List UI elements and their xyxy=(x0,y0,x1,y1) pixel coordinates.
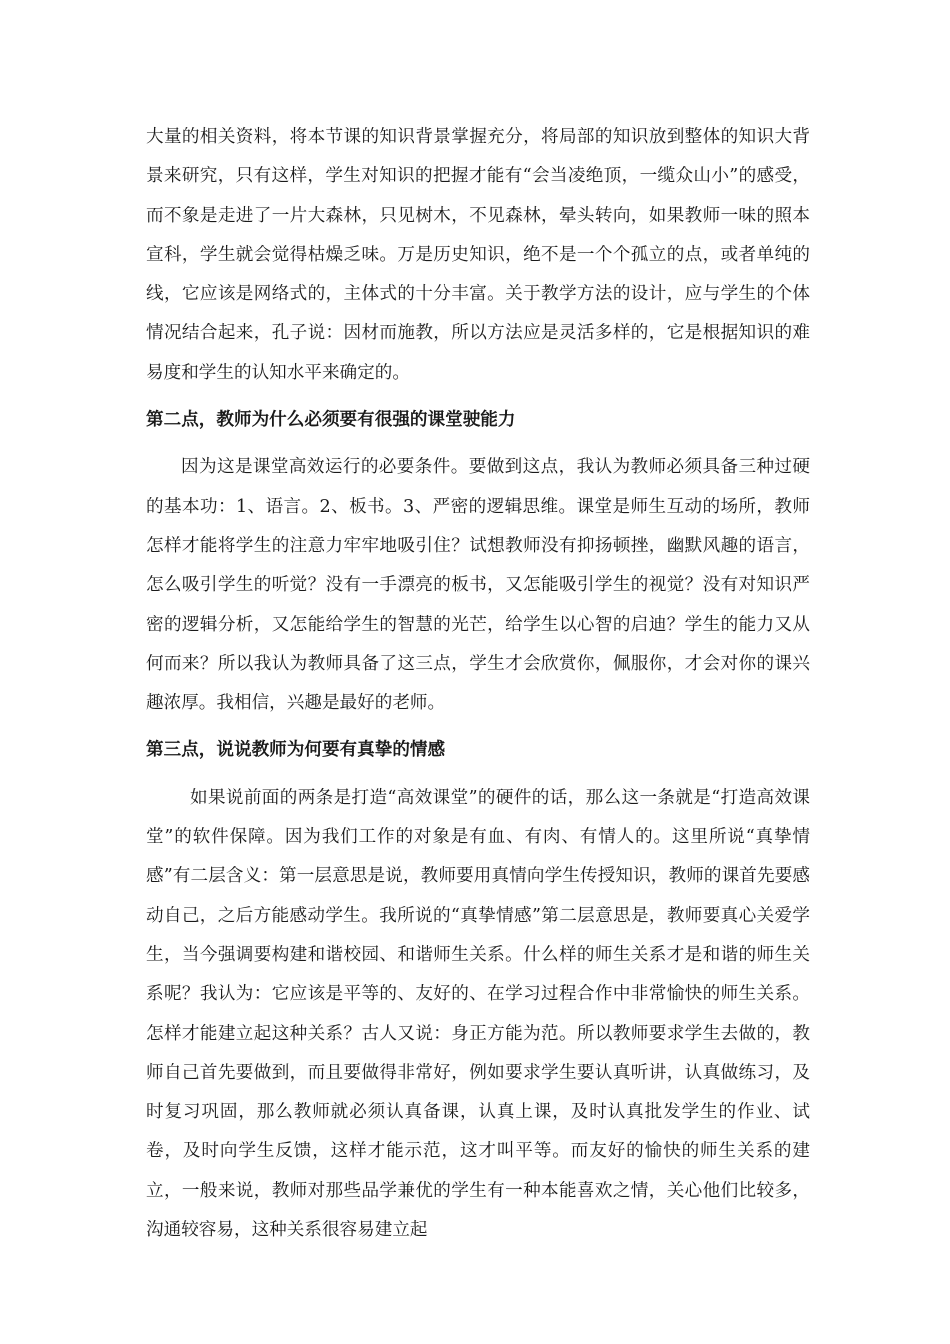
paragraph-third-point: 如果说前面的两条是打造“高效课堂”的硬件的话，那么这一条就是“打造高效课堂”的软件保障。因为我们工作的对象是有血、有肉、有情人的。这里所说“真挚情感”有二层含义：第一层意思是说，教师要用真情向学生传授知识，教师的课首先要感动自己，之后方能感动学生。我所说的“真挚情感”第二层意思是，教师要真心关爱学生，当今强调要构建和谐校园、和谐师生关系。什么样的师生关系才是和谐的师生关系呢？我认为：它应该是平等的、友好的、在学习过程合作中非常愉快的师生关系。怎样才能建立起这种关系？古人又说：身正方能为范。所以教师要求学生去做的，教师自己首先要做到，而且要做得非常好，例如要求学生要认真听讲，认真做练习，及时复习巩固，那么教师就必须认真备课，认真上课，及时认真批发学生的作业、试卷，及时向学生反馈，这样才能示范，这才叫平等。而友好的愉快的师生关系的建立，一般来说，教师对那些品学兼优的学生有一种本能喜欢之情，关心他们比较多，沟通较容易，这种关系很容易建立起 xyxy=(146,787,810,1241)
section-heading-third-point: 第三点，说说教师为何要有真挚的情感 xyxy=(146,740,446,761)
document-body xyxy=(146,118,810,1250)
paragraph-intro: 大量的相关资料，将本节课的知识背景掌握充分，将局部的知识放到整体的知识大背景来研究，只有这样，学生对知识的把握才能有“会当凌绝顶，一缆众山小”的感受，而不象是走进了一片大森林，只见树木，不见森林，晕头转向，如果教师一味的照本宣科，学生就会觉得枯燥乏味。万是历史知识，绝不是一个个孤立的点，或者单纯的线，它应该是网络式的，主体式的十分丰富。关于教学方法的设计，应与学生的个体情况结合起来，孔子说：因材而施教，所以方法应是灵活多样的，它是根据知识的难易度和学生的认知水平来确定的。 xyxy=(146,127,810,383)
paragraph-second-point: 因为这是课堂高效运行的必要条件。要做到这点，我认为教师必须具备三种过硬的基本功：1、语言。2、板书。3、严密的逻辑思维。课堂是师生互动的场所，教师怎样才能将学生的注意力牢牢地吸引住？试想教师没有抑扬顿挫，幽默风趣的语言，怎么吸引学生的听觉？没有一手漂亮的板书，又怎能吸引学生的视觉？没有对知识严密的逻辑分析，又怎能给学生的智慧的光芒，给学生以心智的启迪？学生的能力又从何而来？所以我认为教师具备了这三点，学生才会欣赏你，佩服你，才会对你的课兴趣浓厚。我相信，兴趣是最好的老师。 xyxy=(146,457,810,714)
section-heading-second-point: 第二点，教师为什么必须要有很强的课堂驶能力 xyxy=(146,410,516,431)
